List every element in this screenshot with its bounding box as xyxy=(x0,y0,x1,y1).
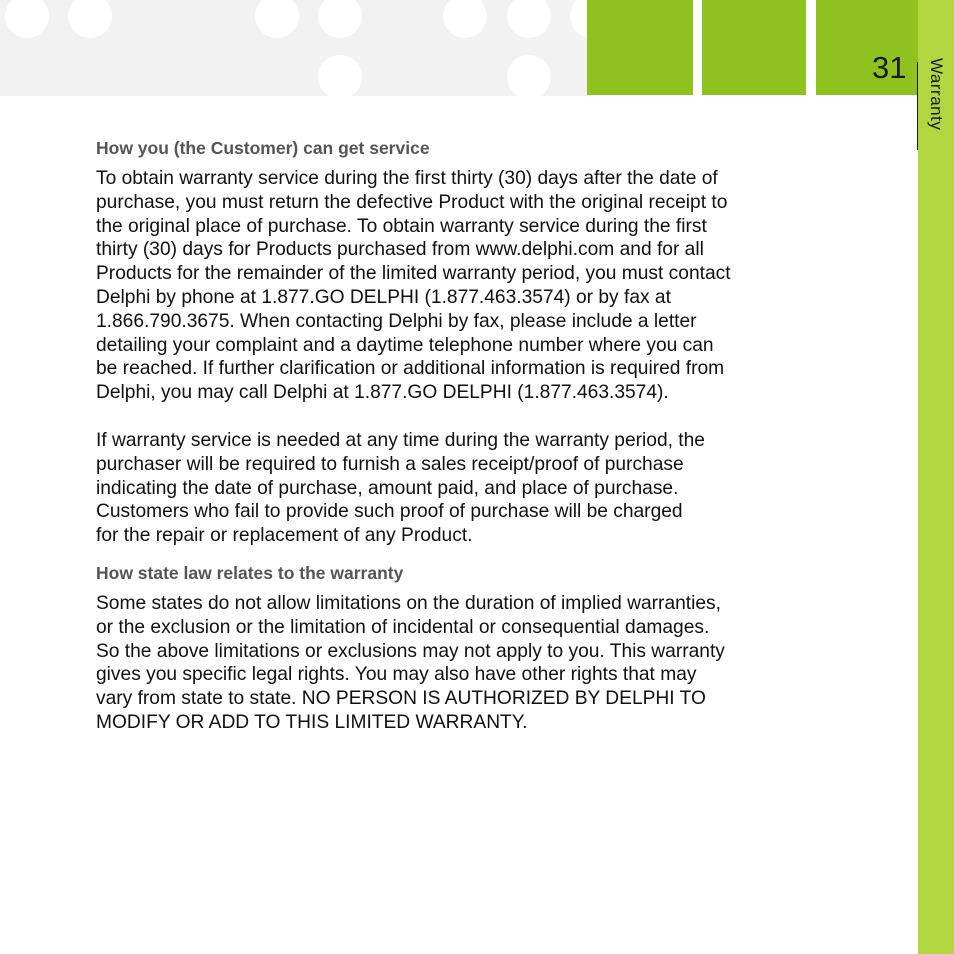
text-line: To obtain warranty service during the first thirty (30) days after the date of xyxy=(96,168,718,189)
paragraph xyxy=(96,592,876,735)
text-line: gives you specific legal rights. You may also have other rights that may xyxy=(96,664,697,686)
text-line: purchase, you must return the defective Product with the original receipt to xyxy=(96,191,728,213)
header-decoration xyxy=(0,0,587,96)
paragraph xyxy=(96,429,876,548)
decorative-dot xyxy=(5,0,49,38)
text-line: vary from state to state. NO PERSON IS AUTHORIZED BY DELPHI TO xyxy=(96,688,706,710)
section-state-law xyxy=(96,562,876,735)
section-heading: How you (the Customer) can get service xyxy=(96,138,430,158)
text-line: purchaser will be required to furnish a sales receipt/proof of purchase xyxy=(96,453,684,475)
text-line: Delphi by phone at 1.877.GO DELPHI (1.877.463.3574) or by fax at xyxy=(96,286,671,308)
decorative-dot xyxy=(570,0,587,38)
side-divider xyxy=(917,62,918,150)
text-line: indicating the date of purchase, amount paid, and place of purchase. xyxy=(96,477,679,499)
decorative-dot xyxy=(507,55,551,96)
decorative-dot xyxy=(68,0,112,38)
decorative-dot xyxy=(318,55,362,96)
section-get-service xyxy=(96,137,876,548)
decorative-dot xyxy=(255,0,299,38)
text-line: MODIFY OR ADD TO THIS LIMITED WARRANTY. xyxy=(96,711,528,733)
text-line: or the exclusion or the limitation of incidental or consequential damages. xyxy=(96,616,710,638)
page-number: 31 xyxy=(872,50,907,85)
text-line: Products for the remainder of the limited warranty period, you must contact xyxy=(96,263,731,285)
decorative-dot xyxy=(507,0,551,38)
green-block xyxy=(702,0,806,95)
decorative-dot xyxy=(318,0,362,38)
text-line: 1.866.790.3675. When contacting Delphi by fax, please include a letter xyxy=(96,310,697,332)
section-tab xyxy=(922,58,950,158)
text-line: the original place of purchase. To obtain warranty service during the first xyxy=(96,215,707,237)
text-line: So the above limitations or exclusions may not apply to you. This warranty xyxy=(96,640,725,662)
text-line: Delphi, you may call Delphi at 1.877.GO DELPHI (1.877.463.3574). xyxy=(96,382,669,404)
section-heading: How state law relates to the warranty xyxy=(96,562,404,583)
main-content xyxy=(96,137,876,735)
text-line: thirty (30) days for Products purchased from www.delphi.com and for all xyxy=(96,239,704,261)
text-line: detailing your complaint and a daytime telephone number where you can xyxy=(96,334,714,356)
text-line: If warranty service is needed at any time during the warranty period, the xyxy=(96,429,705,451)
text-line: be reached. If further clarification or additional information is required from xyxy=(96,358,725,380)
text-line: Customers who fail to provide such proof of purchase will be charged xyxy=(96,501,683,523)
green-block xyxy=(587,0,693,95)
decorative-dot xyxy=(443,0,487,38)
paragraph xyxy=(96,167,876,405)
section-tab-label: Warranty xyxy=(927,58,946,131)
text-line: for the repair or replacement of any Product. xyxy=(96,525,473,547)
text-line: Some states do not allow limitations on the duration of implied warranties, xyxy=(96,592,721,614)
